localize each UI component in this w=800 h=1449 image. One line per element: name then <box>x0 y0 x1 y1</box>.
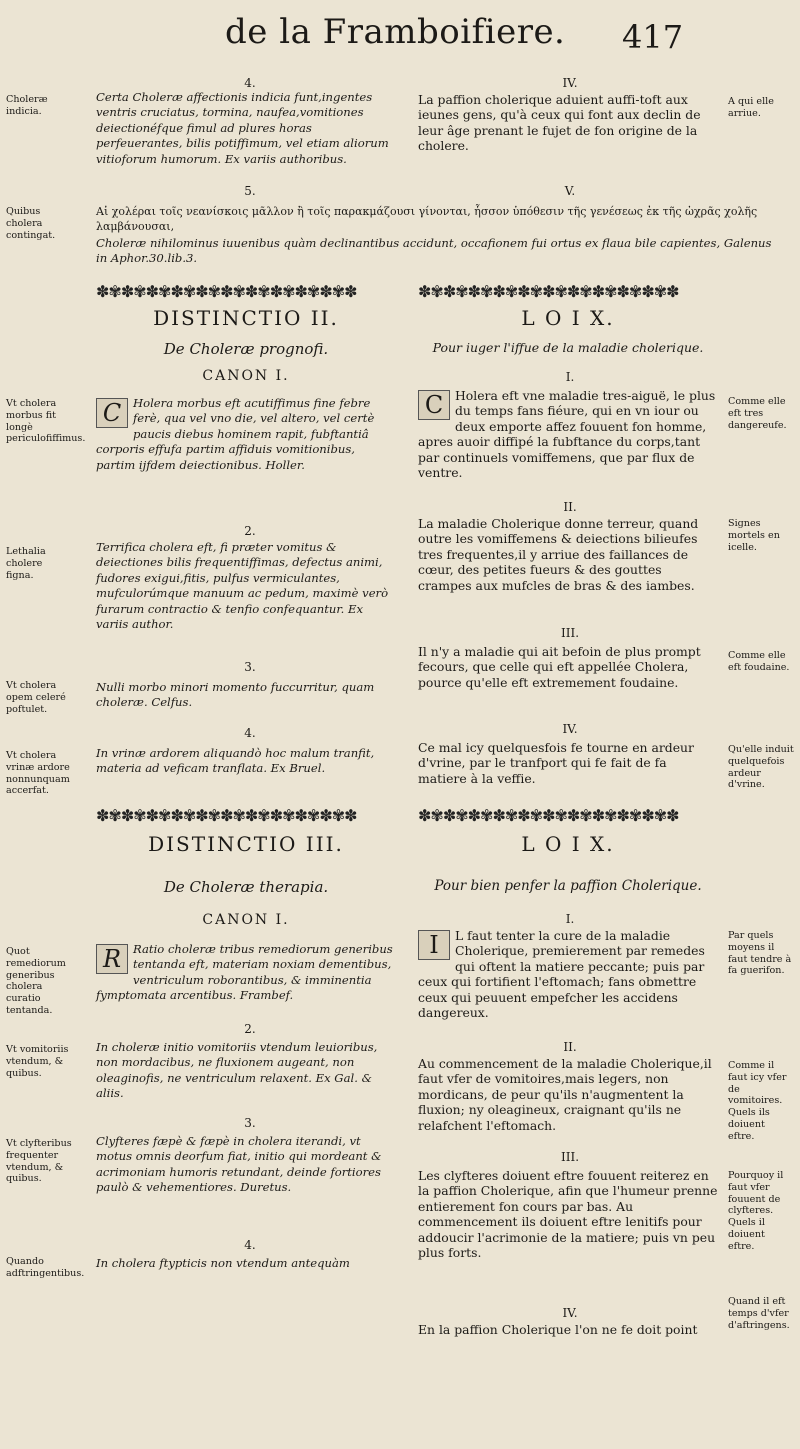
loix-number: I. <box>565 370 575 384</box>
page-header <box>0 0 800 70</box>
margin-note: Comme elle eft tres dangereufe. <box>728 396 787 431</box>
canon-number: 3. <box>244 1116 256 1130</box>
margin-note: Quando adftringentibus. <box>6 1256 85 1279</box>
ornament-band: ✽✾✽✾✽✾✽✾✽✾✽✾✽✾✽✾✽✾✽✾✽ <box>418 282 679 301</box>
margin-note: Vt cholera vrinæ ardore nonnunquam accerfat. <box>6 750 70 797</box>
canon-number: 4. <box>244 1238 256 1252</box>
running-title: de la Framboifiere. <box>225 12 566 52</box>
ornament-band: ✽✾✽✾✽✾✽✾✽✾✽✾✽✾✽✾✽✾✽✾✽ <box>418 806 679 825</box>
canon-paragraph <box>96 396 396 473</box>
canon-heading: CANON I. <box>202 912 290 928</box>
loix-number: I. <box>565 912 575 926</box>
loix-paragraph: Au commencement de la maladie Cholerique,il faut vfer de vomitoires,mais legers, non mordicans, de peur qu'ils n'augmentent la fluxion; ny oleagineux, craignant qu'ils ne relafchent l'eftomach. <box>418 1056 712 1133</box>
drop-initial: C <box>96 398 128 428</box>
margin-note: Vt cholera opem celeré poftulet. <box>6 680 66 715</box>
margin-note: Vt clyfteribus frequenter vtendum, & quibus. <box>6 1138 72 1185</box>
distinction-title: DISTINCTIO II. <box>153 306 339 330</box>
margin-note: Quibus cholera contingat. <box>6 206 56 241</box>
margin-note: Pourquoy il faut vfer fouuent de clyfteres. Quels il doiuent eftre. <box>728 1170 784 1252</box>
margin-note: Par quels moyens il faut tendre à fa guerifon. <box>728 930 792 977</box>
margin-note: Vt vomitoriis vtendum, & quibus. <box>6 1044 69 1079</box>
loix-number: III. <box>560 1150 580 1164</box>
loix-title: L O I X. <box>521 306 615 330</box>
margin-note: Vt cholera morbus fit longè periculofiffimus. <box>6 398 86 445</box>
distinction-subtitle: De Choleræ therapia. <box>163 878 329 896</box>
loix-title: L O I X. <box>521 832 615 856</box>
loix-number: II. <box>563 500 577 514</box>
latin-paragraph: Choleræ nihilominus iuuenibus quàm declinantibus accidunt, occafionem fui ortus ex flaua bile capientes, Galenus in Aphor.30.lib.3. <box>96 236 772 266</box>
margin-note: A qui elle arriue. <box>728 96 774 119</box>
margin-note: Quot remediorum generibus cholera curatio tentanda. <box>6 946 66 1016</box>
margin-note: Qu'elle induit quelquefois ardeur d'vrine. <box>728 744 794 791</box>
latin-paragraph: Certa Choleræ affectionis indicia funt,ingentes ventris cruciatus, tormina, naufea,vomitiones deiectionéfque fimul ad plures horas perfeuerantes, bilis potiffimum, vel etiam aliorum vitioforum humorum. Ex variis authoribus. <box>96 90 389 166</box>
loix-subtitle: Pour iuger l'iffue de la maladie cholerique. <box>432 340 704 355</box>
canon-paragraph: In vrinæ ardorem aliquandò hoc malum tranfit, materia ad veficam tranflata. Ex Bruel. <box>96 746 375 776</box>
loix-paragraph: Les clyfteres doiuent eftre fouuent reiterez en la paffion Cholerique, afin que l'humeur prenne entierement fon cours par bas. Au commencement ils doiuent eftre lenitifs pour addoucir l'acrimonie de la matiere; puis vn peu plus forts. <box>418 1168 718 1261</box>
canon-heading: CANON I. <box>202 368 290 384</box>
loix-paragraph: Ce mal icy quelquesfois fe tourne en ardeur d'vrine, par le tranfport qui fe fait de fa matiere à la veffie. <box>418 740 694 786</box>
loix-text: L faut tenter la cure de la maladie Cholerique, premierement par remedes qui oftent la matiere peccante; puis par ceux qui fortifient l'eftomach; fans obmettre ceux qui peuuent empefcher les accidens dangereux. <box>418 928 705 1021</box>
loix-paragraph: La maladie Cholerique donne terreur, quand outre les vomiffemens & deiections bilieufes tres frequentes,il y arriue des faillances de cœur, des petites fueurs & des gouttes crampes aux mufcles de bras & des iambes. <box>418 516 699 593</box>
canon-number: 3. <box>244 660 256 674</box>
loix-text: Holera eft vne maladie tres-aiguë, le plus du temps fans fiéure, qui en vn iour ou deux emporte affez fouuent fon homme, apres auoir diffipé la fubftance du corps,tant par continuels vomiffemens, que par flux de ventre. <box>418 388 716 481</box>
greek-text: Αἱ χολέραι τοῖς νεανίσκοις μᾶλλον ἢ τοῖς παρακμάζουσι γίνονται, ἧσσον ὑπόθεσιν τῆς γενέσεως ἐκ τῆς ὠχρᾶς χολῆς λαμβάνουσαι, <box>96 205 758 234</box>
loix-paragraph <box>418 388 718 480</box>
canon-number: 2. <box>244 1022 256 1036</box>
loix-number: III. <box>560 626 580 640</box>
canon-number: 4. <box>244 726 256 740</box>
drop-initial: R <box>96 944 128 974</box>
loix-paragraph: Il n'y a maladie qui ait befoin de plus prompt fecours, que celle qui eft appellée Cholera, pource qu'elle eft extremement foudaine. <box>418 644 701 690</box>
section-number-right: V. <box>564 184 576 198</box>
loix-paragraph: En la paffion Cholerique l'on ne fe doit point <box>418 1322 698 1337</box>
canon-paragraph: Nulli morbo minori momento fuccurritur, quam choleræ. Celfus. <box>96 680 375 710</box>
canon-paragraph <box>96 942 396 1004</box>
loix-subtitle: Pour bien penfer la paffion Cholerique. <box>434 878 702 894</box>
margin-note: Comme il faut icy vfer de vomitoires. Quels ils doiuent eftre. <box>728 1060 787 1142</box>
loix-paragraph <box>418 928 718 1020</box>
margin-note: Quand il eft temps d'vfer d'aftringens. <box>728 1296 790 1331</box>
margin-note: Choleræ indicia. <box>6 94 48 117</box>
margin-note: Lethalia cholere figna. <box>6 546 46 581</box>
ornament-band: ✽✾✽✾✽✾✽✾✽✾✽✾✽✾✽✾✽✾✽✾✽ <box>96 806 357 825</box>
loix-number: II. <box>563 1040 577 1054</box>
drop-initial: I <box>418 930 450 960</box>
canon-text: Holera morbus eft acutiffimus fine febre ferè, qua vel vno die, vel altero, vel certè paucis diebus hominem rapit, fubftantiâ corporis effufa partim affiduis vomitionibus, partim ijfdem deiectionibus. Holler. <box>96 396 375 472</box>
loix-number: IV. <box>562 722 578 736</box>
canon-paragraph: Terrifica cholera eft, fi præter vomitus & deiectiones bilis frequentiffimas, defectus animi, fudores exigui,fitis, pulfus vermiculantes, mufculorúmque manuum ac pedum, maximè verò furarum contractio & tenfio confequantur. Ex variis author. <box>96 540 389 632</box>
margin-note: Signes mortels en icelle. <box>728 518 780 553</box>
section-number-left: 4. <box>244 76 256 90</box>
loix-number: IV. <box>562 1306 578 1320</box>
distinction-subtitle: De Choleræ prognofi. <box>163 340 329 358</box>
margin-note: Comme elle eft foudaine. <box>728 650 790 673</box>
drop-initial: C <box>418 390 450 420</box>
canon-paragraph: Clyfteres fæpè & fæpè in cholera iterandi, vt motus omnis deorfum fiat, initio qui mordeant & acrimoniam humoris retundant, deinde fortiores paulò & vehementiores. Duretus. <box>96 1134 382 1195</box>
canon-text: Ratio choleræ tribus remediorum generibus tentanda eft, materiam noxiam dementibus, ventriculum roborantibus, & imminentia fymptomata arcentibus. Frambef. <box>96 942 393 1003</box>
canon-paragraph: In choleræ initio vomitoriis vtendum leuioribus, non mordacibus, ne fluxionem augeant, non oleaginofis, ne ventriculum relaxent. Ex Gal. & aliis. <box>96 1040 378 1101</box>
distinction-title: DISTINCTIO III. <box>148 832 344 856</box>
french-paragraph: La paffion cholerique aduient auffi-toft aux ieunes gens, qu'à ceux qui font aux declin de leur âge prenant le fujet de fon origine de la cholere. <box>418 92 701 154</box>
page-number: 417 <box>622 18 684 56</box>
ornament-band: ✽✾✽✾✽✾✽✾✽✾✽✾✽✾✽✾✽✾✽✾✽ <box>96 282 357 301</box>
canon-number: 2. <box>244 524 256 538</box>
canon-paragraph: In cholera ftypticis non vtendum antequàm <box>96 1256 350 1270</box>
section-number-left: 5. <box>244 184 256 198</box>
section-number-right: IV. <box>562 76 578 90</box>
